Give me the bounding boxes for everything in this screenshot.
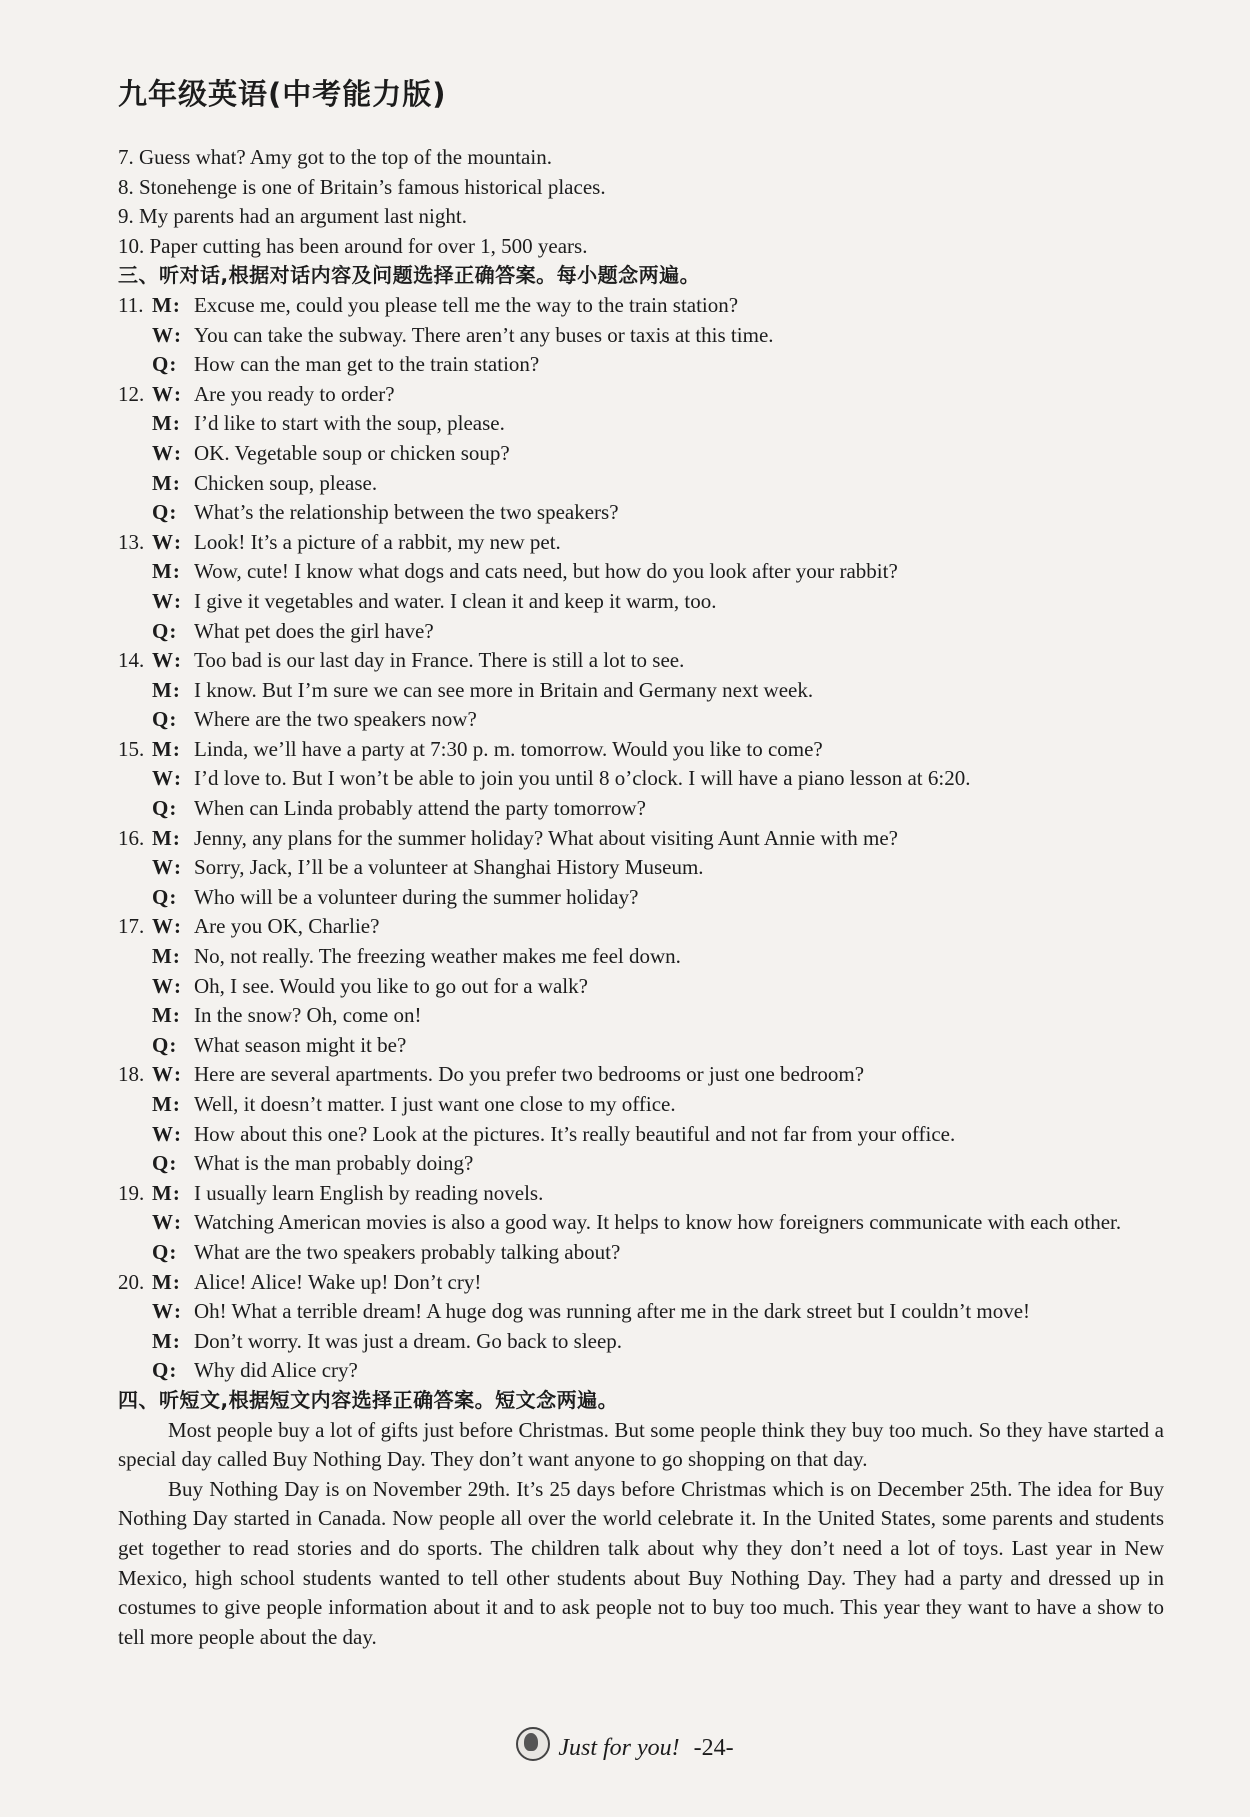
speaker-label: M :: [152, 557, 194, 587]
dialogue-item: [118, 528, 1164, 646]
footer-slogan: Just for you!: [558, 1735, 680, 1761]
dialogue-line: [118, 1090, 1164, 1120]
dialogue-text: Linda, we’ll have a party at 7:30 p. m. tomorrow. Would you like to come?: [194, 736, 823, 761]
speaker-label: Q :: [152, 705, 194, 735]
speaker-label: W :: [152, 764, 194, 794]
dialogue-item: [118, 735, 1164, 824]
dialogue-text: I’d love to. But I won’t be able to join you until 8 o’clock. I will have a piano lesson at 6:20.: [194, 766, 971, 791]
dialogue-line: [118, 824, 1164, 854]
dialogue-line: [118, 1356, 1164, 1386]
dialogue-text: I give it vegetables and water. I clean it and keep it warm, too.: [194, 588, 717, 613]
publisher-logo-icon: [516, 1727, 550, 1761]
speaker-label: Q :: [152, 883, 194, 913]
dialogue-text: Are you OK, Charlie?: [194, 914, 380, 939]
passage-paragraph: Most people buy a lot of gifts just before Christmas. But some people think they buy too much. So they have started a special day called Buy Nothing Day. They don’t want anyone to go shopping on that day.: [118, 1417, 1164, 1472]
question-number: 16.: [118, 825, 145, 850]
speaker-label: Q :: [152, 1149, 194, 1179]
dialogue-text: What are the two speakers probably talking about?: [194, 1239, 621, 1264]
dialogue-line: [118, 587, 1164, 617]
page-header-title: 九年级英语(中考能力版): [118, 77, 447, 111]
numbered-line: 9. My parents had an argument last night.: [118, 204, 467, 229]
dialogue-line: [118, 735, 1164, 765]
dialogue-text: Well, it doesn’t matter. I just want one close to my office.: [194, 1092, 676, 1116]
dialogue-line: [118, 439, 1164, 469]
speaker-label: Q :: [152, 1356, 194, 1386]
dialogue-text: Here are several apartments. Do you prefer two bedrooms or just one bedroom?: [194, 1062, 865, 1087]
speaker-label: M :: [152, 1001, 194, 1031]
dialogue-line: [118, 350, 1164, 380]
speaker-label: W :: [152, 439, 194, 469]
speaker-label: Q :: [152, 498, 194, 528]
question-number: 18.: [118, 1062, 145, 1087]
dialogue-text: No, not really. The freezing weather makes me feel down.: [194, 944, 681, 969]
dialogue-text: Chicken soup, please.: [194, 470, 378, 495]
dialogue-text: What is the man probably doing?: [194, 1151, 474, 1176]
dialogue-line: [118, 764, 1164, 794]
dialogue-line: [118, 1297, 1164, 1327]
dialogue-text: Look! It’s a picture of a rabbit, my new pet.: [194, 529, 561, 554]
dialogue-line: [118, 1179, 1164, 1209]
speaker-label: W :: [152, 1297, 194, 1327]
dialogue-text: How can the man get to the train station?: [194, 352, 540, 377]
dialogue-line: [118, 912, 1164, 942]
question-number: 20.: [118, 1269, 145, 1294]
speaker-label: Q :: [152, 1031, 194, 1061]
dialogue-text: Are you ready to order?: [194, 381, 395, 406]
dialogue-text: Why did Alice cry?: [194, 1358, 358, 1383]
dialogue-line: [118, 1268, 1164, 1298]
page-footer: [0, 1727, 1250, 1762]
speaker-label: W :: [152, 972, 194, 1002]
dialogue-list: [118, 291, 1164, 1386]
dialogue-line: [118, 1238, 1164, 1268]
dialogue-line: [118, 794, 1164, 824]
dialogue-text: Excuse me, could you please tell me the way to the train station?: [194, 292, 739, 317]
dialogue-line: [118, 676, 1164, 706]
page-number: -24-: [693, 1735, 734, 1761]
dialogue-line: [118, 321, 1164, 351]
section-3-heading: 三、听对话,根据对话内容及问题选择正确答案。每小题念两遍。: [118, 263, 701, 288]
dialogue-text: Alice! Alice! Wake up! Don’t cry!: [194, 1269, 482, 1294]
dialogue-line: [118, 1001, 1164, 1031]
numbered-line: 10. Paper cutting has been around for over 1, 500 years.: [118, 233, 588, 258]
dialogue-text: OK. Vegetable soup or chicken soup?: [194, 440, 510, 465]
numbered-line: 7. Guess what? Amy got to the top of the mountain.: [118, 145, 552, 169]
question-number: 15.: [118, 736, 145, 761]
speaker-label: W :: [152, 587, 194, 617]
dialogue-text: Wow, cute! I know what dogs and cats need, but how do you look after your rabbit?: [194, 559, 898, 584]
dialogue-line: [118, 380, 1164, 410]
dialogue-line: [118, 646, 1164, 676]
dialogue-line: [118, 617, 1164, 647]
dialogue-text: Too bad is our last day in France. There is still a lot to see.: [194, 648, 685, 673]
numbered-lines: [118, 143, 1164, 261]
speaker-label: M :: [152, 1179, 194, 1209]
speaker-label: W :: [152, 1120, 194, 1150]
speaker-label: M :: [152, 942, 194, 972]
dialogue-line: [118, 853, 1164, 883]
speaker-label: M :: [152, 735, 194, 765]
question-number: 13.: [118, 529, 145, 554]
dialogue-text: Don’t worry. It was just a dream. Go back to sleep.: [194, 1328, 623, 1353]
numbered-line: 8. Stonehenge is one of Britain’s famous historical places.: [118, 174, 606, 199]
question-number: 12.: [118, 381, 145, 406]
dialogue-line: [118, 1208, 1164, 1238]
dialogue-text: Watching American movies is also a good way. It helps to know how foreigners communicate with each other.: [194, 1210, 1122, 1235]
question-number: 17.: [118, 914, 145, 939]
dialogue-text: I’d like to start with the soup, please.: [194, 411, 505, 436]
speaker-label: Q :: [152, 350, 194, 380]
dialogue-text: Sorry, Jack, I’ll be a volunteer at Shanghai History Museum.: [194, 855, 704, 880]
dialogue-line: [118, 1327, 1164, 1357]
dialogue-line: [118, 1120, 1164, 1150]
dialogue-text: How about this one? Look at the pictures. It’s really beautiful and not far from your office.: [194, 1121, 956, 1146]
speaker-label: W :: [152, 1208, 194, 1238]
dialogue-text: What season might it be?: [194, 1032, 407, 1057]
dialogue-line: [118, 883, 1164, 913]
dialogue-line: [118, 1149, 1164, 1179]
speaker-label: W :: [152, 528, 194, 558]
speaker-label: M :: [152, 409, 194, 439]
dialogue-text: What pet does the girl have?: [194, 618, 434, 643]
dialogue-line: [118, 469, 1164, 499]
speaker-label: W :: [152, 912, 194, 942]
speaker-label: W :: [152, 1060, 194, 1090]
dialogue-text: When can Linda probably attend the party tomorrow?: [194, 796, 646, 821]
section-4-heading: 四、听短文,根据短文内容选择正确答案。短文念两遍。: [118, 1387, 619, 1412]
dialogue-text: In the snow? Oh, come on!: [194, 1003, 422, 1028]
question-number: 14.: [118, 648, 145, 673]
passage-paragraph: Buy Nothing Day is on November 29th. It’s 25 days before Christmas which is on December 25th. The idea for Buy Nothing Day started in Canada. Now people all over the world celebrate it. In the United States, some parents and students get together to read stories and do sports. The children talk about why they don’t need a lot of toys. Last year in New Mexico, high school students wanted to tell other students about Buy Nothing Day. They had a party and dressed up in costumes to give people information about it and to ask people not to buy too much. This year they want to have a show to tell more people about the day.: [118, 1476, 1164, 1649]
dialogue-line: [118, 972, 1164, 1002]
dialogue-item: [118, 824, 1164, 913]
dialogue-line: [118, 1060, 1164, 1090]
dialogue-item: [118, 1179, 1164, 1268]
speaker-label: M :: [152, 676, 194, 706]
dialogue-text: Where are the two speakers now?: [194, 707, 477, 732]
dialogue-text: What’s the relationship between the two speakers?: [194, 500, 619, 525]
dialogue-line: [118, 705, 1164, 735]
dialogue-item: [118, 912, 1164, 1060]
dialogue-line: [118, 528, 1164, 558]
dialogue-line: [118, 557, 1164, 587]
speaker-label: Q :: [152, 1238, 194, 1268]
dialogue-line: [118, 942, 1164, 972]
speaker-label: W :: [152, 853, 194, 883]
speaker-label: M :: [152, 1327, 194, 1357]
document-body: [118, 143, 1164, 1652]
speaker-label: M :: [152, 1268, 194, 1298]
dialogue-item: [118, 380, 1164, 528]
speaker-label: M :: [152, 824, 194, 854]
dialogue-text: Oh! What a terrible dream! A huge dog was running after me in the dark street but I couldn’t move!: [194, 1299, 1031, 1324]
question-number: 19.: [118, 1180, 145, 1205]
dialogue-text: You can take the subway. There aren’t any buses or taxis at this time.: [194, 322, 774, 347]
dialogue-text: I know. But I’m sure we can see more in Britain and Germany next week.: [194, 677, 814, 702]
dialogue-line: [118, 409, 1164, 439]
dialogue-item: [118, 1060, 1164, 1178]
dialogue-line: [118, 498, 1164, 528]
speaker-label: M :: [152, 469, 194, 499]
passage: [118, 1416, 1164, 1653]
speaker-label: W :: [152, 321, 194, 351]
dialogue-item: [118, 1268, 1164, 1386]
speaker-label: M :: [152, 291, 194, 321]
dialogue-text: Oh, I see. Would you like to go out for a walk?: [194, 973, 588, 998]
dialogue-text: I usually learn English by reading novels.: [194, 1180, 544, 1205]
speaker-label: W :: [152, 380, 194, 410]
dialogue-line: [118, 1031, 1164, 1061]
speaker-label: M :: [152, 1090, 194, 1120]
speaker-label: W :: [152, 646, 194, 676]
dialogue-line: [118, 291, 1164, 321]
dialogue-item: [118, 646, 1164, 735]
speaker-label: Q :: [152, 617, 194, 647]
dialogue-item: [118, 291, 1164, 380]
speaker-label: Q :: [152, 794, 194, 824]
dialogue-text: Who will be a volunteer during the summer holiday?: [194, 884, 639, 909]
dialogue-text: Jenny, any plans for the summer holiday? What about visiting Aunt Annie with me?: [194, 825, 898, 850]
question-number: 11.: [118, 292, 144, 317]
